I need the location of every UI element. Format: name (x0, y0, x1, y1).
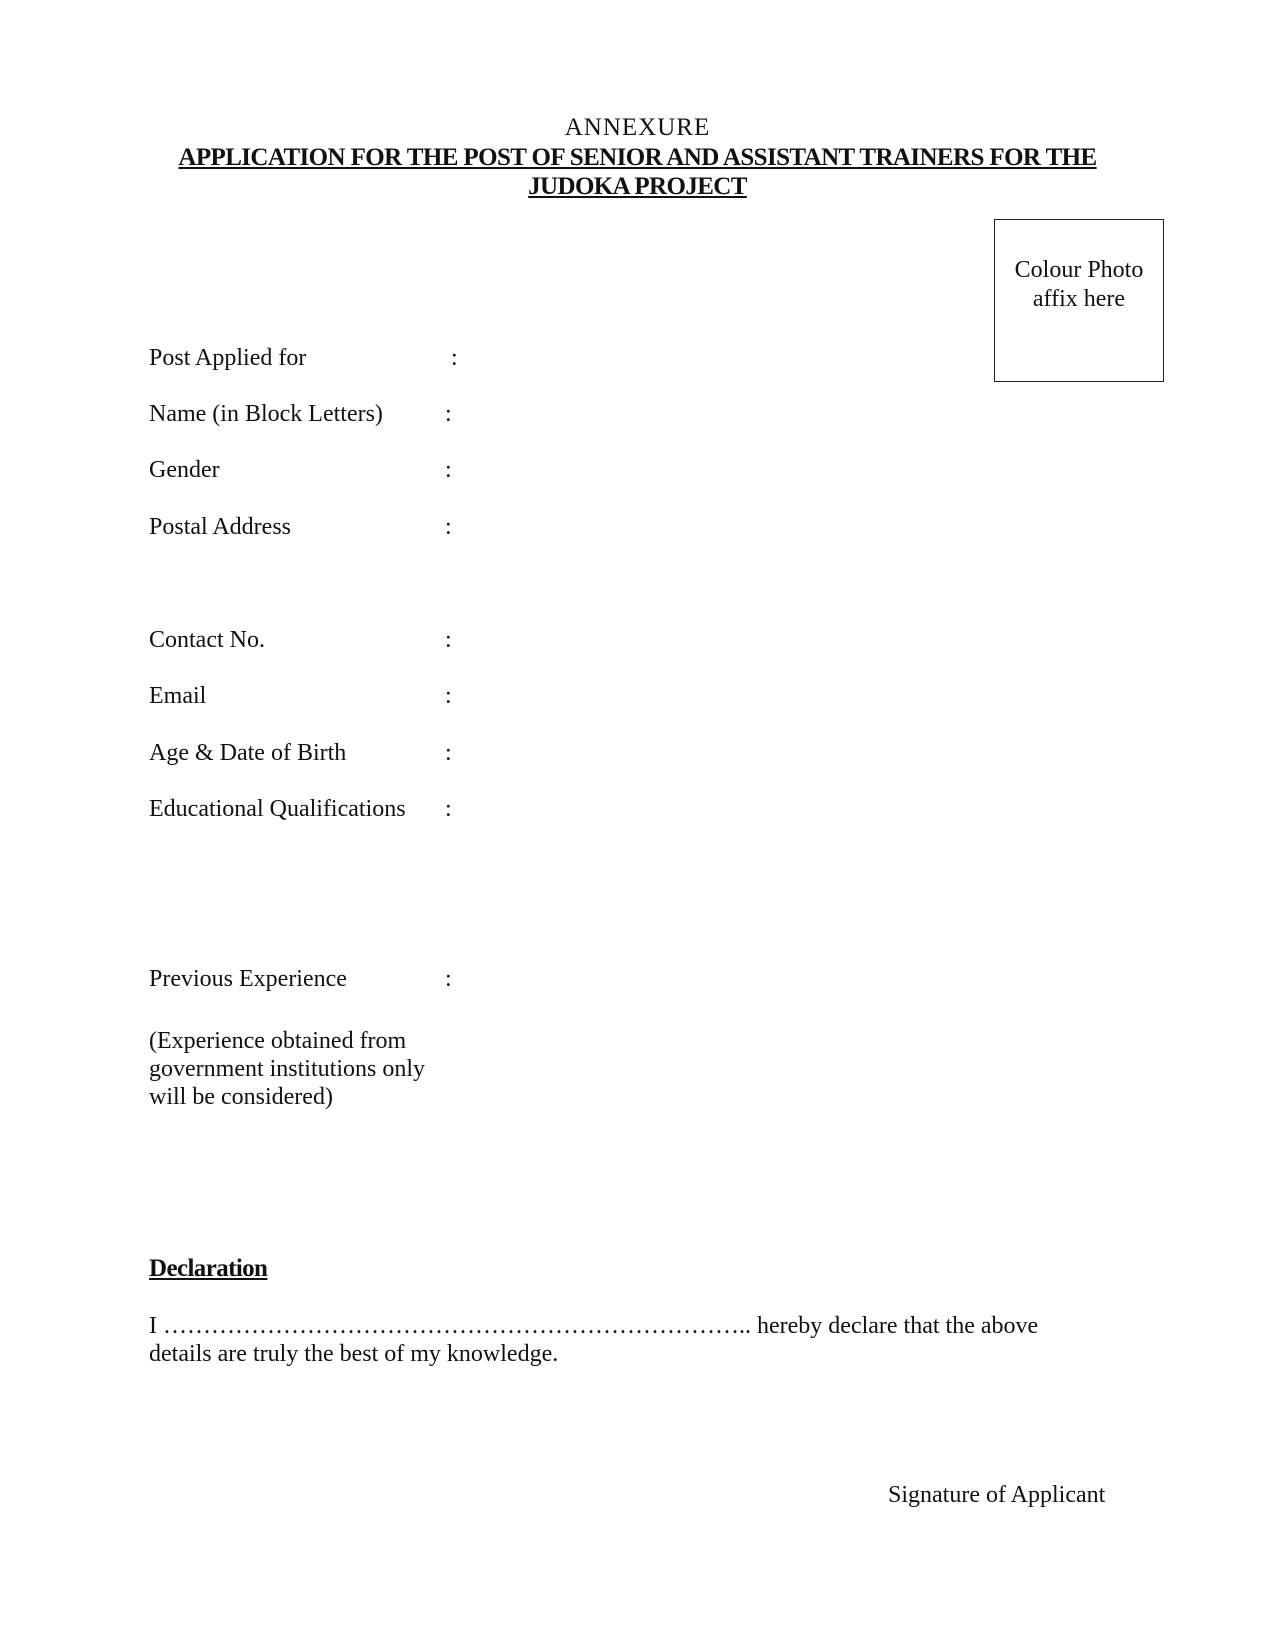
field-label-age-dob: Age & Date of Birth (149, 740, 347, 766)
photo-placeholder-box (994, 219, 1164, 382)
field-label-experience: Previous Experience (149, 966, 347, 992)
field-colon-education: : (445, 796, 452, 822)
field-label-contact: Contact No. (149, 627, 265, 653)
experience-note: (Experience obtained from government institutions only will be considered) (149, 1028, 425, 1110)
field-label-postal-address: Postal Address (149, 514, 292, 540)
field-label-gender: Gender (149, 457, 220, 483)
declaration-text: I ……………………………………………………………….. hereby declare that the above details are truly the best of my knowledge. (149, 1313, 1039, 1367)
photo-box-line-2: affix here (1032, 286, 1126, 312)
field-label-post-applied: Post Applied for (149, 345, 307, 371)
field-colon-age-dob: : (445, 740, 452, 766)
field-colon-name: : (445, 401, 452, 427)
field-label-education: Educational Qualifications (149, 796, 406, 822)
field-colon-email: : (445, 683, 452, 709)
field-colon-experience: : (445, 966, 452, 992)
signature-label: Signature of Applicant (888, 1482, 1106, 1508)
form-title: APPLICATION FOR THE POST OF SENIOR AND ASSISTANT TRAINERS FOR THE JUDOKA PROJECT (178, 144, 1097, 200)
annexure-label: ANNEXURE (564, 114, 711, 141)
field-colon-contact: : (445, 627, 452, 653)
photo-box-line-1: Colour Photo (1014, 257, 1144, 283)
field-colon-gender: : (445, 457, 452, 483)
field-label-name: Name (in Block Letters) (149, 401, 383, 427)
field-colon-postal-address: : (445, 514, 452, 540)
field-colon-post-applied: : (451, 345, 458, 371)
field-label-email: Email (149, 683, 207, 709)
declaration-heading: Declaration (149, 1255, 268, 1282)
